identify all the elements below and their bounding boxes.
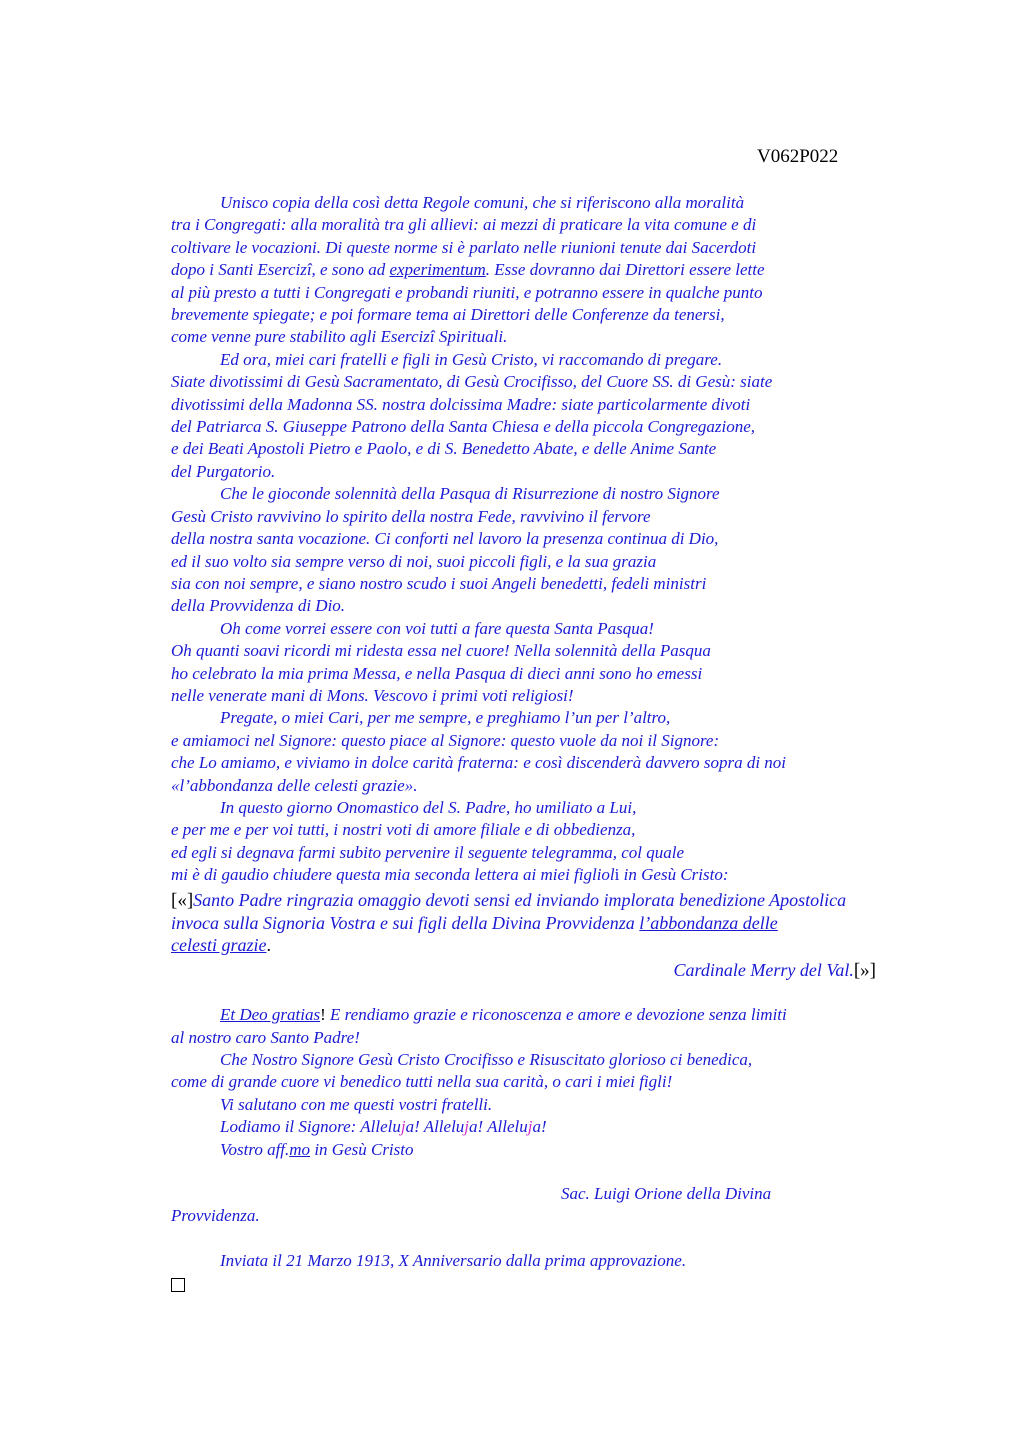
signature-line: Sac. Luigi Orione della Divina <box>561 1184 772 1204</box>
text-line: e per me e per voi tutti, i nostri voti di amore filiale e di obbedienza, <box>171 820 636 840</box>
text-line <box>171 1116 901 1138</box>
text-line: Che le gioconde solennità della Pasqua di Risurrezione di nostro Signore <box>220 484 720 504</box>
text-line: ed egli si degnava farmi subito pervenire il seguente telegramma, col quale <box>171 842 685 862</box>
text-span: dopo i Santi Esercizî, e sono ad <box>171 260 390 280</box>
text-line: sia con noi sempre, e siano nostro scudo i suoi Angeli benedetti, fedeli ministri <box>171 573 707 593</box>
spacer <box>171 982 901 1004</box>
text-span: i <box>614 865 620 885</box>
empty-checkbox-icon <box>171 1272 901 1298</box>
text-line: Che Nostro Signore Gesù Cristo Crocifisso e Risuscitato glorioso ci benedica, <box>220 1050 753 1070</box>
text-line: coltivare le vocazioni. Di queste norme si è parlato nelle riunioni tenute dai Sacerdoti <box>171 237 757 257</box>
text-span: Vostro aff. <box>220 1139 290 1159</box>
accent-letter: j <box>400 1117 406 1137</box>
text-line: Oh quanti soavi ricordi mi ridesta essa nel cuore! Nella solennità della Pasqua <box>171 641 711 661</box>
text-span: a! Allelu <box>405 1117 465 1137</box>
text-span: mi è di gaudio chiudere questa mia seconda lettera ai miei figliol <box>171 865 615 885</box>
period: . <box>266 935 271 956</box>
underlined-word: experimentum <box>389 260 486 280</box>
accent-letter: j <box>527 1117 533 1137</box>
text-line: ho celebrato la mia prima Messa, e nella Pasqua di dieci anni sono ho emessi <box>171 663 703 683</box>
text-line: e dei Beati Apostoli Pietro e Paolo, e di S. Benedetto Abate, e delle Anime Sante <box>171 439 717 459</box>
text-line: e amiamoci nel Signore: questo piace al Signore: questo vuole da noi il Signore: <box>171 730 720 750</box>
text-line: Gesù Cristo ravvivino lo spirito della nostra Fede, ravvivino il fervore <box>171 506 651 526</box>
text-span: E rendiamo grazie e riconoscenza e amore e devozione senza limiti <box>325 1005 787 1025</box>
text-line: della nostra santa vocazione. Ci conforti nel lavoro la presenza continua di Dio, <box>171 529 719 549</box>
text-line: Unisco copia della così detta Regole comuni, che si riferiscono alla moralità <box>220 193 745 212</box>
text-line <box>171 864 901 886</box>
text-line: Oh come vorrei essere con voi tutti a fare questa Santa Pasqua! <box>220 618 654 638</box>
text-span: Santo Padre ringrazia omaggio devoti sensi ed inviando implorata benedizione Apostolica <box>193 889 847 910</box>
spacer <box>171 1161 901 1183</box>
text-line: Vi salutano con me questi vostri fratelli. <box>220 1094 493 1114</box>
text-span: Lodiamo il Signore: Allelu <box>220 1117 401 1137</box>
text-line: «l’abbondanza delle celesti grazie». <box>171 775 418 795</box>
telegram-line <box>171 889 901 912</box>
text-line: al nostro caro Santo Padre! <box>171 1027 360 1047</box>
text-span: in Gesù Cristo <box>310 1139 414 1159</box>
text-line: divotissimi della Madonna SS. nostra dolcissima Madre: siate particolarmente divoti <box>171 394 751 414</box>
letter-body <box>171 192 901 1299</box>
text-line: del Patriarca S. Giuseppe Patrono della Santa Chiesa e della piccola Congregazione, <box>171 417 756 437</box>
open-quote: [«] <box>171 889 194 911</box>
telegram-signature <box>171 959 901 982</box>
underlined-phrase: Et Deo gratias <box>220 1005 321 1025</box>
text-span: invoca sulla Signoria Vostra e sui figli della Divina Provvidenza <box>171 913 640 933</box>
underlined-phrase: celesti grazie <box>171 935 267 956</box>
underlined-phrase: l’abbondanza delle <box>639 913 778 933</box>
exclamation: ! <box>320 1005 326 1025</box>
text-line: In questo giorno Onomastico del S. Padre, ho umiliato a Lui, <box>220 797 637 817</box>
text-span: a! <box>532 1117 547 1137</box>
spacer <box>171 1228 901 1250</box>
text-line: Ed ora, miei cari fratelli e figli in Gesù Cristo, vi raccomando di pregare. <box>220 349 723 369</box>
text-line: tra i Congregati: alla moralità tra gli allievi: ai mezzi di praticare la vita comune e di <box>171 215 757 235</box>
signature-line: Provvidenza. <box>171 1206 260 1226</box>
document-code: V062P022 <box>757 146 839 167</box>
underlined-word: mo <box>289 1139 311 1159</box>
text-line <box>171 259 901 281</box>
footer-note: Inviata il 21 Marzo 1913, X Anniversario dalla prima approvazione. <box>220 1250 687 1270</box>
text-span: in Gesù Cristo: <box>619 865 729 885</box>
telegram-line <box>171 934 901 956</box>
text-line: come di grande cuore vi benedico tutti nella sua carità, o cari i miei figli! <box>171 1072 673 1092</box>
accent-letter: j <box>464 1117 470 1137</box>
text-line <box>171 1139 901 1161</box>
text-line: come venne pure stabilito agli Esercizî Spirituali. <box>171 327 508 347</box>
close-quote: [»] <box>853 959 876 981</box>
telegram-line <box>171 912 901 934</box>
text-span: a! Allelu <box>469 1117 528 1137</box>
text-line: del Purgatorio. <box>171 461 276 481</box>
text-line: brevemente spiegate; e poi formare tema ai Direttori delle Conferenze da tenersi, <box>171 305 725 325</box>
text-line: al più presto a tutti i Congregati e probandi riuniti, e potranno essere in qualche punto <box>171 282 763 302</box>
text-line: che Lo amiamo, e viviamo in dolce carità fraterna: e così discenderà davvero sopra di noi <box>171 753 787 773</box>
text-line: della Provvidenza di Dio. <box>171 596 346 616</box>
text-line: nelle venerate mani di Mons. Vescovo i primi voti religiosi! <box>171 685 574 705</box>
text-line: Siate divotissimi di Gesù Sacramentato, di Gesù Crocifisso, del Cuore SS. di Gesù: siate <box>171 372 773 392</box>
text-line <box>171 1004 901 1026</box>
text-line: Pregate, o miei Cari, per me sempre, e preghiamo l’un per l’altro, <box>220 708 671 728</box>
text-line: ed il suo volto sia sempre verso di noi, suoi piccoli figli, e la sua grazia <box>171 551 657 571</box>
text-span: . Esse dovranno dai Direttori essere lette <box>485 260 765 280</box>
square-icon <box>171 1278 185 1292</box>
text-span: Cardinale Merry del Val. <box>673 959 854 980</box>
